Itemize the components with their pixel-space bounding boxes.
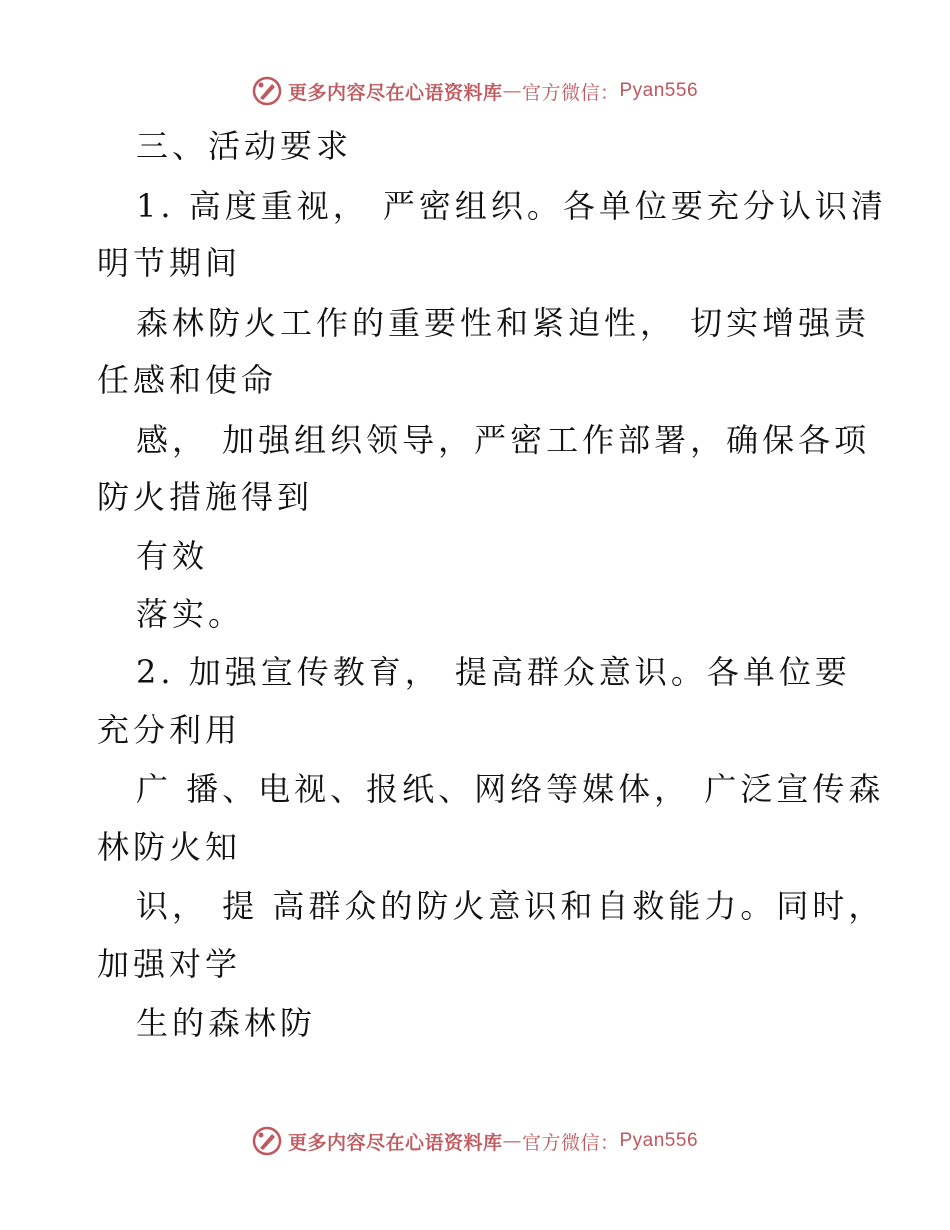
header-watermark [0,71,950,111]
text-line: 防火措施得到 [97,478,314,516]
watermark-separator: — [502,1130,522,1152]
footer-watermark [0,1121,950,1161]
text-line: 加强对学 [97,945,242,983]
watermark-wechat-id: Pyan556 [619,80,699,101]
text-line: 1. 高度重视， 严密组织。各单位要充分认识清 [136,187,887,225]
watermark-wechat-id: Pyan556 [619,1130,699,1151]
watermark-wechat-label: 官方微信： [521,1131,620,1154]
text-line: 感， 加强组织领导，严密工作部署，确保各项 [136,421,871,459]
pen-nib-logo-icon [252,1126,282,1156]
text-line: 充分利用 [97,711,242,749]
section-heading: 三、活动要求 [136,127,353,165]
pen-nib-logo-icon [252,76,282,106]
text-line: 广 播、电视、报纸、网络等媒体， 广泛宣传森 [136,770,885,808]
text-line: 明节期间 [97,244,242,282]
watermark-separator: — [502,80,522,102]
text-line: 林防火知 [97,828,242,866]
text-line: 有效 [136,537,209,575]
text-line: 生的森林防 [136,1004,317,1042]
text-line: 森林防火工作的重要性和紧迫性， 切实增强责 [136,304,871,342]
watermark-main-text: 更多内容尽在心语资料库 [287,81,503,104]
text-line: 识， 提 高群众的防火意识和自救能力。同时， [136,887,885,925]
text-line: 2. 加强宣传教育， 提高群众意识。各单位要 [136,653,851,691]
watermark-main-text: 更多内容尽在心语资料库 [287,1131,503,1154]
text-line: 落实。 [136,595,245,633]
watermark-wechat-label: 官方微信： [521,81,620,104]
text-line: 任感和使命 [97,361,278,399]
